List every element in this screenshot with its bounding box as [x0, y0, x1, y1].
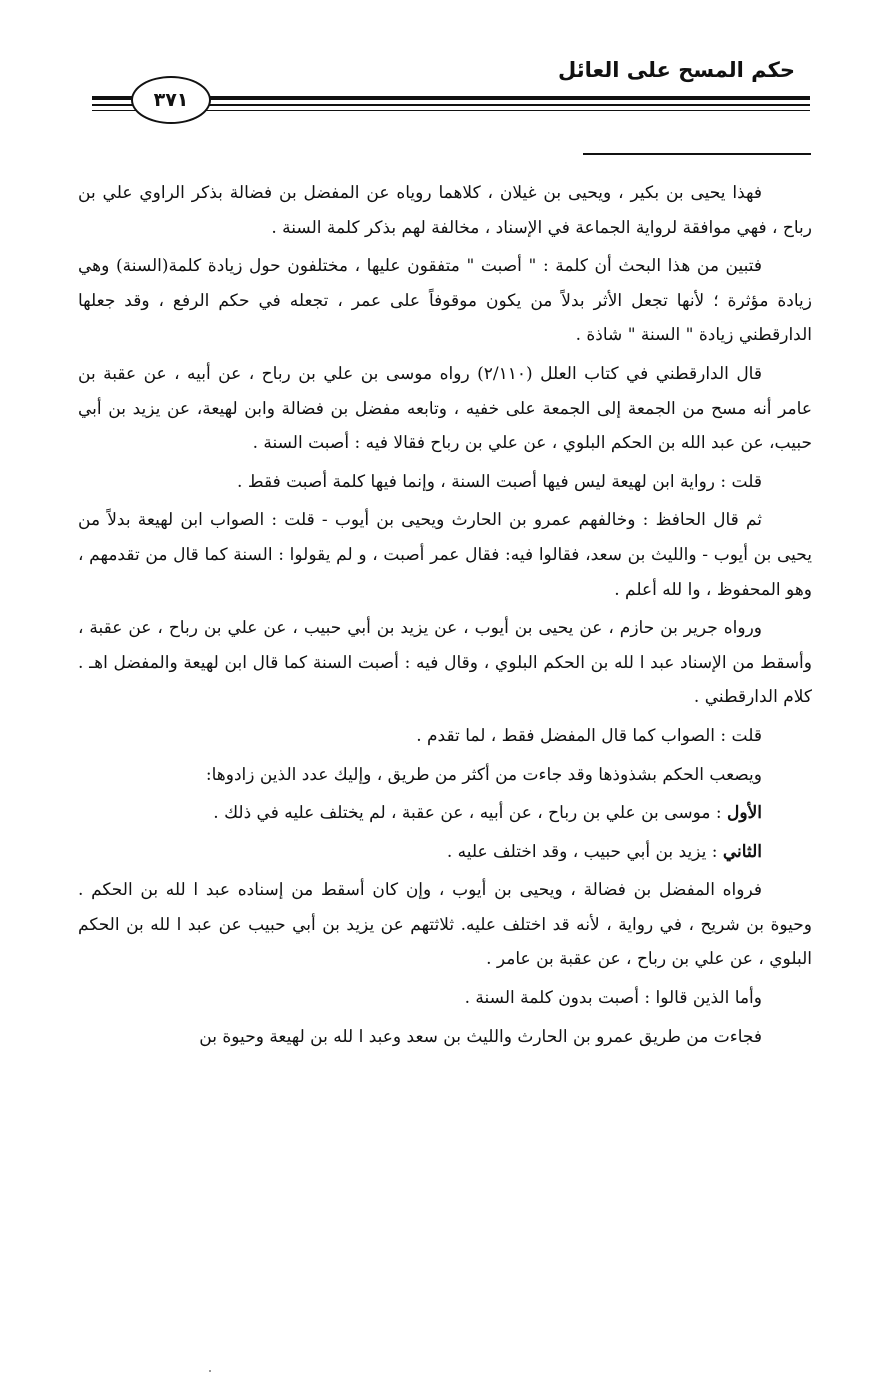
paragraph: فرواه المفضل بن فضالة ، ويحيى بن أيوب ، وإن كان أسقط من إسناده عبد ا لله بن الحكم . وحيوة بن شريح ، في رواية ، لأنه قد اختلف عليه. ثلاثتهم عن يزيد بن أبي حبيب عن عبد ا لله بن الحكم البلوي ، عن علي بن رباح ، عن عقبة بن عامر . [78, 880, 812, 970]
list-item-second [78, 835, 812, 870]
paragraph: ويصعب الحكم بشذوذها وقد جاءت من أكثر من طريق ، وإليك عدد الذين زادوها: [205, 764, 762, 785]
paragraph: فتبين من هذا البحث أن كلمة : " أصبت " متفقون عليها ، مختلفون حول زيادة كلمة(السنة) وهي زيادة مؤثرة ؛ لأنها تجعل الأثر بدلاً من يكون موقوفاً على عمر ، تجعله في حكم الرفع ، وقد جعلها الدارقطني زيادة " السنة " شاذة . [78, 256, 812, 346]
page-body [78, 176, 812, 1058]
list-item-first [78, 796, 812, 831]
paragraph: قلت : رواية ابن لهيعة ليس فيها أصبت السنة ، وإنما فيها كلمة أصبت فقط . [237, 471, 762, 492]
top-short-rule [583, 153, 811, 155]
page-number: ٣٧١ [131, 76, 211, 124]
paragraph: ثم قال الحافظ : وخالفهم عمرو بن الحارث ويحيى بن أيوب - قلت : الصواب ابن لهيعة بدلاً من يحيى بن أيوب - والليث بن سعد، فقالوا فيه: فقال عمر أصبت ، و لم يقولوا : السنة كما قال من تقدمهم ، وهو المحفوظ ، وا لله أعلم . [78, 510, 812, 600]
item-text: : موسى بن علي بن رباح ، عن أبيه ، عن عقبة ، لم يختلف عليه في ذلك . [213, 803, 728, 824]
item-label: الثاني [722, 841, 762, 862]
paragraph: ورواه جرير بن حازم ، عن يحيى بن أيوب ، عن يزيد بن أبي حبيب ، عن علي بن رباح ، عن عقبة ، وأسقط من الإسناد عبد ا لله بن الحكم البلوي ، وقال فيه : أصبت السنة كما قال ابن لهيعة والمفضل اهـ . كلام الدارقطني . [78, 618, 812, 708]
item-label: الأول [727, 803, 762, 824]
running-header-title: حكم المسح على العائل [557, 58, 795, 82]
paragraph: فجاءت من طريق عمرو بن الحارث والليث بن سعد وعبد ا لله بن لهيعة وحيوة بن [199, 1026, 762, 1047]
paragraph: قلت : الصواب كما قال المفضل فقط ، لما تقدم . [416, 725, 762, 746]
paragraph: وأما الذين قالوا : أصبت بدون كلمة السنة . [464, 988, 762, 1009]
paragraph: فهذا يحيى بن بكير ، ويحيى بن غيلان ، كلاهما روياه عن المفضل بن فضالة بذكر الراوي علي بن رباح ، فهي موافقة لرواية الجماعة في الإسناد ، مخالفة لهم بذكر كلمة السنة . [78, 183, 812, 238]
item-text: : يزيد بن أبي حبيب ، وقد اختلف عليه . [446, 841, 723, 862]
paragraph: قال الدارقطني في كتاب العلل (٢/١١٠) رواه موسى بن علي بن رباح ، عن أبيه ، عن عقبة بن عامر أنه مسح من الجمعة إلى الجمعة على خفيه ، وتابعه مفضل بن فضالة وابن لهيعة، عن يزيد بن أبي حبيب، عن عبد الله بن الحكم البلوي ، عن علي بن رباح فقالا فيه : أصبت السنة . [78, 363, 812, 454]
scan-speck [209, 1370, 211, 1372]
